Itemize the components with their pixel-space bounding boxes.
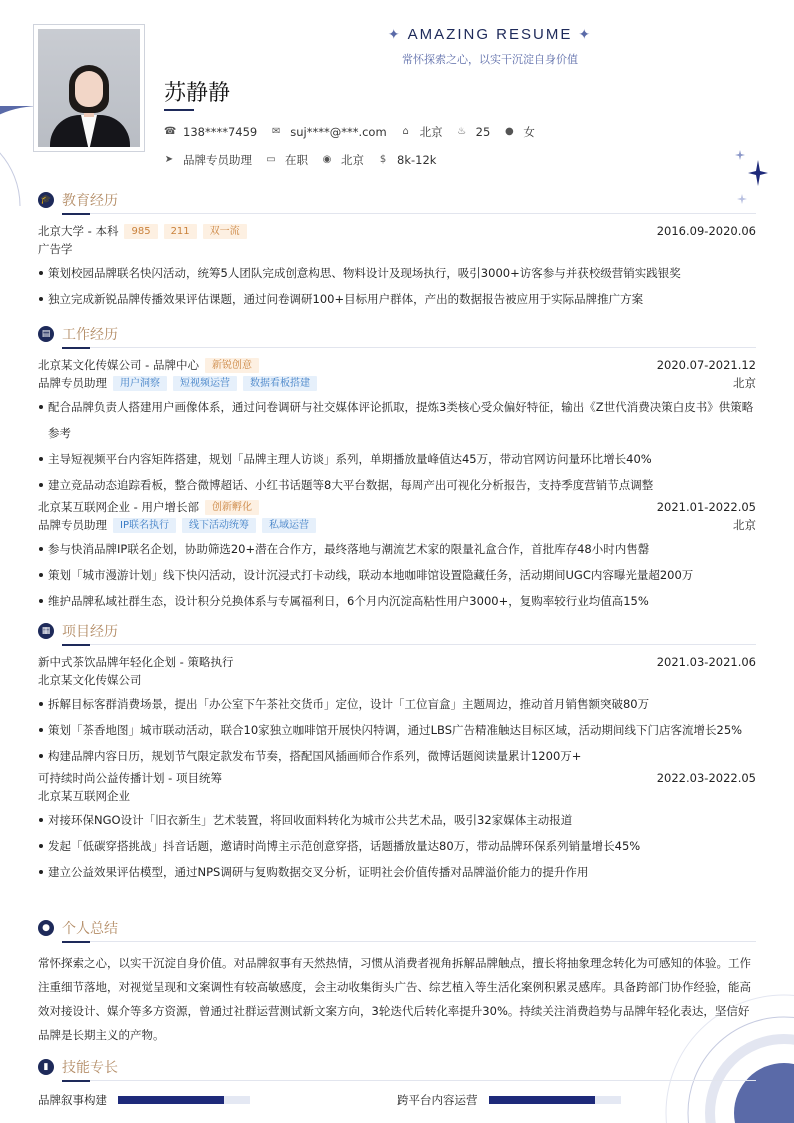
brand-header bbox=[340, 26, 640, 67]
project-name: 可持续时尚公益传播计划 - 项目统筹 bbox=[38, 771, 222, 785]
list-item: 主导短视频平台内容矩阵搭建，规划「品牌主理人访谈」系列，单期播放量峰值达45万，带动官网访问量环比增长40% bbox=[38, 446, 756, 472]
briefcase-icon: ▤ bbox=[38, 326, 54, 342]
skill-bar bbox=[118, 1096, 250, 1104]
home-icon: ⌂ bbox=[402, 126, 409, 137]
section-title: 工作经历 bbox=[62, 327, 118, 343]
cake-icon: ♨ bbox=[457, 126, 467, 137]
skill-tag: 线下活动统筹 bbox=[182, 518, 256, 533]
list-item: 对接环保NGO设计「旧衣新生」艺术装置，将回收面料转化为城市公共艺术品，吸引32家媒体主动报道 bbox=[38, 807, 756, 833]
job-bullets bbox=[38, 536, 756, 614]
education-bullets bbox=[38, 260, 756, 312]
job-role: 品牌专员助理 bbox=[38, 518, 107, 532]
brand-subtitle: 常怀探索之心，以实干沉淀自身价值 bbox=[402, 53, 578, 66]
skill-bar bbox=[489, 1096, 621, 1104]
section-title: 技能专长 bbox=[62, 1060, 118, 1076]
contact-home: ⌂ 北京 bbox=[402, 125, 443, 139]
graduation-cap-icon: 🎓 bbox=[38, 192, 54, 208]
skills-section bbox=[38, 1057, 756, 1108]
star-icon: ✦ bbox=[578, 26, 593, 42]
list-item: 发起「低碳穿搭挑战」抖音话题，邀请时尚博主示范创意穿搭，话题播放量达80万，带动品牌环保系列销量增长45% bbox=[38, 833, 756, 859]
contact-gender: ● 女 bbox=[504, 125, 535, 139]
job-entry bbox=[38, 498, 756, 614]
section-title: 教育经历 bbox=[62, 193, 118, 209]
skill-bar-fill bbox=[489, 1096, 595, 1104]
education-header-row bbox=[38, 222, 756, 240]
list-item: 独立完成新锐品牌传播效果评估课题，通过问卷调研100+目标用户群体，产出的数据报告被应用于实际品牌推广方案 bbox=[38, 286, 756, 312]
skill-label: 跨平台内容运营 bbox=[397, 1093, 478, 1107]
contact-phone: ☎ 138****7459 bbox=[164, 125, 258, 139]
job-city: 北京 bbox=[733, 518, 756, 532]
section-title: 项目经历 bbox=[62, 624, 118, 640]
school-name: 北京大学 - 本科 bbox=[38, 224, 119, 238]
intention-position: ➤ 品牌专员助理 bbox=[164, 153, 252, 167]
contact-age: ♨ 25 bbox=[457, 125, 491, 139]
gender-icon: ● bbox=[504, 126, 514, 137]
profile-photo-frame bbox=[33, 24, 145, 152]
company-tag: 新锐创意 bbox=[205, 358, 259, 373]
project-period: 2022.03-2022.05 bbox=[656, 771, 756, 785]
profile-photo bbox=[38, 29, 140, 147]
list-item: 策划校园品牌联名快闪活动，统筹5人团队完成创意构思、物料设计及现场执行，吸引3000+访客参与并获校级营销实践银奖 bbox=[38, 260, 756, 286]
intention-status: ▭ 在职 bbox=[266, 153, 308, 167]
list-item: 维护品牌私域社群生态，设计积分兑换体系与专属福利日，6个月内沉淀高粘性用户3000+，复购率较行业均值高15% bbox=[38, 588, 756, 614]
skill-item bbox=[397, 1092, 756, 1108]
name-underline bbox=[164, 109, 194, 111]
education-tag: 211 bbox=[164, 224, 197, 239]
list-item: 参与快消品牌IP联名企划，协助筛选20+潜在合作方，最终落地与潮流艺术家的限量礼盒合作，首批库存48小时内售罄 bbox=[38, 536, 756, 562]
project-org: 北京某文化传媒公司 bbox=[38, 673, 142, 687]
skill-tag: 私域运营 bbox=[262, 518, 316, 533]
list-item: 建立竞品动态追踪看板，整合微博超话、小红书话题等8大平台数据，每周产出可视化分析报告，支持季度营销节点调整 bbox=[38, 472, 756, 498]
company-name: 北京某互联网企业 - 用户增长部 bbox=[38, 500, 199, 514]
skill-bar-fill bbox=[118, 1096, 224, 1104]
intention-row bbox=[164, 152, 450, 168]
job-city: 北京 bbox=[733, 376, 756, 390]
star-icon: ✦ bbox=[387, 26, 402, 42]
company-tag: 创新孵化 bbox=[205, 500, 259, 515]
work-section bbox=[38, 324, 756, 614]
send-icon: ➤ bbox=[164, 154, 174, 165]
mail-icon: ✉ bbox=[272, 126, 281, 137]
project-bullets bbox=[38, 807, 756, 885]
briefcase-icon: ▭ bbox=[266, 154, 276, 165]
list-item: 配合品牌负责人搭建用户画像体系，通过问卷调研与社交媒体评论抓取，提炼3类核心受众偏好特征，输出《Z世代消费决策白皮书》供策略参考 bbox=[38, 394, 756, 446]
skills-list bbox=[38, 1092, 756, 1108]
person-icon: ● bbox=[38, 920, 54, 936]
section-title: 个人总结 bbox=[62, 921, 118, 937]
list-item: 策划「茶香地图」城市联动活动，联合10家独立咖啡馆开展快闪特调，通过LBS广告精准触达目标区域，活动期间线下门店客流增长25% bbox=[38, 717, 756, 743]
education-tag: 双一流 bbox=[203, 224, 247, 239]
salary-icon: $ bbox=[379, 154, 387, 165]
summary-section bbox=[38, 918, 756, 1047]
skill-item bbox=[38, 1092, 397, 1108]
project-entry bbox=[38, 653, 756, 769]
projects-section bbox=[38, 621, 756, 885]
intention-city: ◉ 北京 bbox=[322, 153, 364, 167]
major: 广告学 bbox=[38, 242, 73, 256]
list-item: 构建品牌内容日历，规划节气限定款发布节奏，搭配国风插画师合作系列，微博话题阅读量累计1200万+ bbox=[38, 743, 756, 769]
skill-tag: 用户洞察 bbox=[113, 376, 167, 391]
phone-icon: ☎ bbox=[164, 126, 177, 137]
skill-tag: IP联名执行 bbox=[113, 518, 176, 533]
education-tag: 985 bbox=[124, 224, 157, 239]
skill-label: 品牌叙事构建 bbox=[38, 1093, 107, 1107]
job-period: 2021.01-2022.05 bbox=[656, 500, 756, 514]
location-icon: ◉ bbox=[322, 154, 332, 165]
contact-email: ✉ suj****@***.com bbox=[272, 125, 387, 139]
project-name: 新中式茶饮品牌年轻化企划 - 策略执行 bbox=[38, 655, 234, 669]
skill-tag: 数据看板搭建 bbox=[243, 376, 317, 391]
grid-icon: ▦ bbox=[38, 623, 54, 639]
job-bullets bbox=[38, 394, 756, 498]
list-item: 建立公益效果评估模型，通过NPS调研与复购数据交叉分析，证明社会价值传播对品牌溢价能力的提升作用 bbox=[38, 859, 756, 885]
intention-salary: $ 8k-12k bbox=[379, 153, 437, 167]
project-org: 北京某互联网企业 bbox=[38, 789, 130, 803]
contact-row bbox=[164, 124, 549, 140]
project-period: 2021.03-2021.06 bbox=[656, 655, 756, 669]
company-name: 北京某文化传媒公司 - 品牌中心 bbox=[38, 358, 199, 372]
list-item: 策划「城市漫游计划」线下快闪活动，设计沉浸式打卡动线，联动本地咖啡馆设置隐藏任务，活动期间UGC内容曝光量超200万 bbox=[38, 562, 756, 588]
job-entry bbox=[38, 356, 756, 498]
education-section bbox=[38, 190, 756, 312]
bar-chart-icon: ▮ bbox=[38, 1059, 54, 1075]
education-period: 2016.09-2020.06 bbox=[656, 224, 756, 238]
skill-tag: 短视频运营 bbox=[173, 376, 237, 391]
summary-text: 常怀探索之心，以实干沉淀自身价值。对品牌叙事有天然热情，习惯从消费者视角拆解品牌触点，擅长将抽象理念转化为可感知的体验。工作注重细节落地，对视觉呈现和文案调性有较高敏感度，会主动收集街头广告、综艺植入等生活化案例积累灵感库。具备跨部门协作经验，能高效对接设计、媒介等多方资源，曾通过社群运营测试新文案方向，3轮迭代后转化率提升30%。持续关注消费趋势与品牌年轻化表达，坚信好品牌是长期主义的产物。 bbox=[38, 956, 751, 1042]
list-item: 拆解目标客群消费场景，提出「办公室下午茶社交货币」定位，设计「工位盲盒」主题周边，推动首月销售额突破80万 bbox=[38, 691, 756, 717]
brand-title: ✦ AMAZING RESUME ✦ bbox=[387, 26, 593, 43]
job-role: 品牌专员助理 bbox=[38, 376, 107, 390]
candidate-name: 苏静静 bbox=[164, 81, 231, 106]
project-bullets bbox=[38, 691, 756, 769]
project-entry bbox=[38, 769, 756, 885]
job-period: 2020.07-2021.12 bbox=[656, 358, 756, 372]
